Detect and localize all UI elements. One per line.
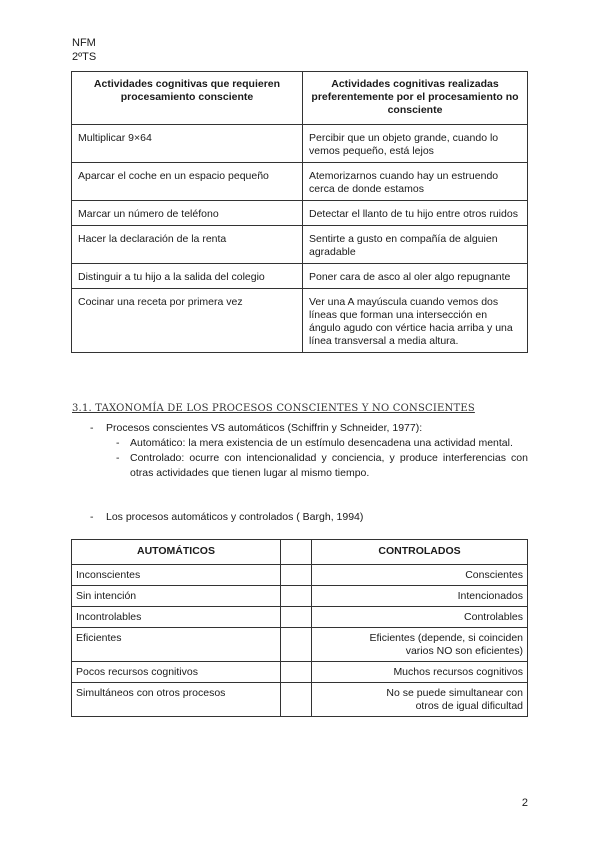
table-row bbox=[72, 628, 528, 662]
table-cell: No se puede simultanear con otros de igual dificultad bbox=[312, 683, 528, 717]
column-header-nonconscious: Actividades cognitivas realizadas preferentemente por el procesamiento no consciente bbox=[303, 72, 528, 125]
list-item bbox=[116, 436, 528, 451]
column-header-controlled: CONTROLADOS bbox=[312, 540, 528, 565]
table-row bbox=[72, 607, 528, 628]
table-row bbox=[72, 264, 528, 289]
table-cell: Percibir que un objeto grande, cuando lo vemos pequeño, está lejos bbox=[303, 125, 528, 163]
table-row bbox=[72, 125, 528, 163]
column-header-conscious: Actividades cognitivas que requieren procesamiento consciente bbox=[72, 72, 303, 125]
table-cell: Distinguir a tu hijo a la salida del colegio bbox=[72, 264, 303, 289]
table-header-row bbox=[72, 72, 528, 125]
table-cell-spacer bbox=[281, 607, 312, 628]
table-cell: Cocinar una receta por primera vez bbox=[72, 289, 303, 353]
bullet-dash: - bbox=[116, 452, 120, 464]
table-cell: Incontrolables bbox=[72, 607, 281, 628]
course-label: 2ºTS bbox=[72, 51, 97, 63]
table-cell: Controlables bbox=[312, 607, 528, 628]
table-cell-spacer bbox=[281, 565, 312, 586]
table-cell: Pocos recursos cognitivos bbox=[72, 662, 281, 683]
table-cell-spacer bbox=[281, 628, 312, 662]
table-row bbox=[72, 683, 528, 717]
table-row bbox=[72, 662, 528, 683]
list-item bbox=[90, 510, 528, 525]
table-cell-spacer bbox=[281, 662, 312, 683]
table-cell: Ver una A mayúscula cuando vemos dos líneas que forman una intersección en ángulo agudo con vértice hacia arriba y una línea transversal a media altura. bbox=[303, 289, 528, 353]
table-cell: Conscientes bbox=[312, 565, 528, 586]
table-cell: Sentirte a gusto en compañía de alguien agradable bbox=[303, 226, 528, 264]
table-cell-spacer bbox=[281, 586, 312, 607]
section-title: 3.1. TAXONOMÍA DE LOS PROCESOS CONSCIENTES Y NO CONSCIENTES bbox=[72, 403, 475, 414]
table-cell: Intencionados bbox=[312, 586, 528, 607]
bullet-list bbox=[90, 510, 528, 525]
table-cell: Muchos recursos cognitivos bbox=[312, 662, 528, 683]
table-cell: Multiplicar 9×64 bbox=[72, 125, 303, 163]
bullet-text: Procesos conscientes VS automáticos (Schiffrin y Schneider, 1977): bbox=[106, 422, 423, 434]
list-item bbox=[116, 451, 528, 481]
table-row bbox=[72, 565, 528, 586]
table-cell: Sin intención bbox=[72, 586, 281, 607]
table-cell: Detectar el llanto de tu hijo entre otros ruidos bbox=[303, 201, 528, 226]
table-cell: Eficientes (depende, si coinciden varios NO son eficientes) bbox=[312, 628, 528, 662]
cognitive-activities-table bbox=[71, 71, 528, 353]
table-row bbox=[72, 226, 528, 264]
table-row bbox=[72, 289, 528, 353]
table-cell: Hacer la declaración de la renta bbox=[72, 226, 303, 264]
automatic-vs-controlled-table bbox=[71, 539, 528, 717]
table-cell: Marcar un número de teléfono bbox=[72, 201, 303, 226]
table-cell: Inconscientes bbox=[72, 565, 281, 586]
table-row bbox=[72, 163, 528, 201]
table-cell: Simultáneos con otros procesos bbox=[72, 683, 281, 717]
list-item bbox=[90, 421, 528, 436]
page-number: 2 bbox=[521, 797, 528, 809]
table-row bbox=[72, 201, 528, 226]
column-header-automatic: AUTOMÁTICOS bbox=[72, 540, 281, 565]
table-cell: Poner cara de asco al oler algo repugnante bbox=[303, 264, 528, 289]
table-cell: Aparcar el coche en un espacio pequeño bbox=[72, 163, 303, 201]
table-row bbox=[72, 586, 528, 607]
author-initials: NFM bbox=[72, 37, 96, 49]
bullet-text: Los procesos automáticos y controlados ( Bargh, 1994) bbox=[106, 511, 364, 523]
document-header bbox=[72, 36, 96, 64]
bullet-dash: - bbox=[116, 437, 120, 449]
table-cell: Atemorizarnos cuando hay un estruendo cerca de donde estamos bbox=[303, 163, 528, 201]
table-cell-spacer bbox=[281, 683, 312, 717]
column-header-spacer bbox=[281, 540, 312, 565]
bullet-dash: - bbox=[90, 511, 94, 523]
bullet-dash: - bbox=[90, 422, 94, 434]
bullet-text: Automático: la mera existencia de un estímulo desencadena una actividad mental. bbox=[130, 437, 513, 449]
table-header-row bbox=[72, 540, 528, 565]
bullet-text: Controlado: ocurre con intencionalidad y conciencia, y produce interferencias con otras actividades que tienen lugar al mismo tiempo. bbox=[130, 452, 528, 479]
table-cell: Eficientes bbox=[72, 628, 281, 662]
bullet-list bbox=[90, 421, 528, 481]
